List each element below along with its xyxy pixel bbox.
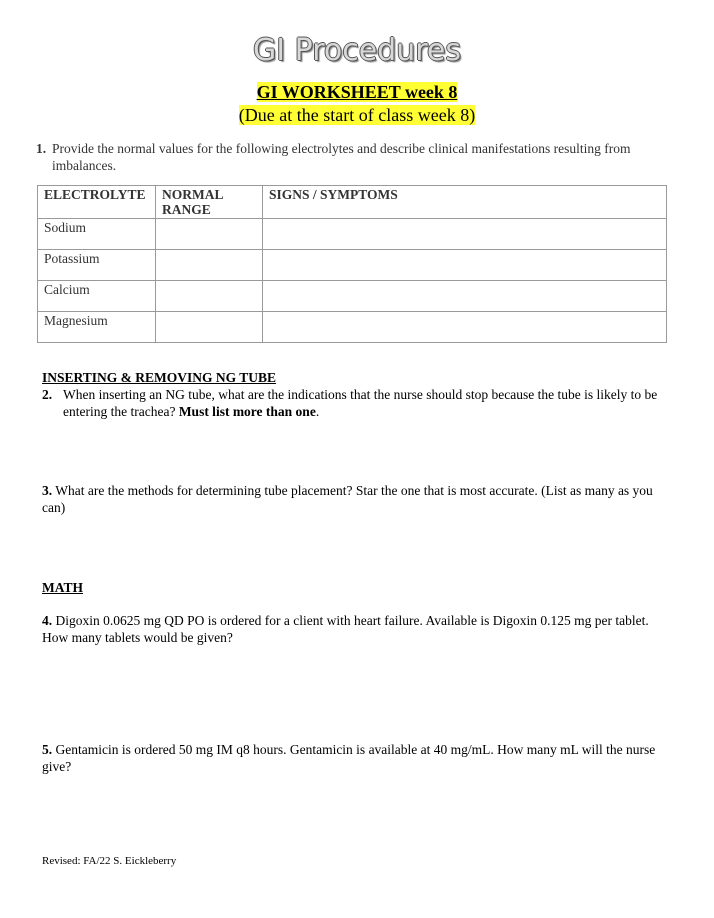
row-label-calcium: Calcium xyxy=(38,281,156,312)
row-label-magnesium: Magnesium xyxy=(38,312,156,343)
signs-symptoms-cell[interactable] xyxy=(263,281,667,312)
section-heading-math: MATH xyxy=(42,580,83,595)
document-title: GI Procedures xyxy=(253,33,461,68)
header-signs-symptoms: SIGNS / SYMPTOMS xyxy=(263,186,667,219)
question-3 xyxy=(42,482,664,516)
signs-symptoms-cell[interactable] xyxy=(263,219,667,250)
revision-footer: Revised: FA/22 S. Eickleberry xyxy=(42,855,177,867)
due-note xyxy=(0,105,714,126)
question-2 xyxy=(42,386,672,420)
normal-range-cell[interactable] xyxy=(156,250,263,281)
question-3-number: 3. xyxy=(42,483,53,498)
normal-range-cell[interactable] xyxy=(156,281,263,312)
row-label-sodium: Sodium xyxy=(38,219,156,250)
normal-range-cell[interactable] xyxy=(156,312,263,343)
signs-symptoms-cell[interactable] xyxy=(263,250,667,281)
question-2-body xyxy=(63,386,672,420)
table-row xyxy=(38,250,667,281)
table-row xyxy=(38,219,667,250)
question-1-text: Provide the normal values for the following electrolytes and describe clinical manifestations resulting from imbalances. xyxy=(52,141,631,173)
section-heading-ng-tube: INSERTING & REMOVING NG TUBE xyxy=(42,370,277,385)
question-3-text: What are the methods for determining tube placement? Star the one that is most accurate. (List as many as you can) xyxy=(42,483,653,515)
worksheet-title xyxy=(0,82,714,103)
due-note-text: (Due at the start of class week 8) xyxy=(238,105,476,125)
question-2-end: . xyxy=(315,404,320,419)
normal-range-cell[interactable] xyxy=(156,219,263,250)
question-5-text: Gentamicin is ordered 50 mg IM q8 hours. Gentamicin is available at 40 mg/mL. How many mL will the nurse give? xyxy=(42,742,656,774)
signs-symptoms-cell[interactable] xyxy=(263,312,667,343)
question-4-number: 4. xyxy=(42,613,53,628)
question-4-text: Digoxin 0.0625 mg QD PO is ordered for a client with heart failure. Available is Digoxin 0.125 mg per tablet. How many tablets would be given? xyxy=(42,613,649,645)
worksheet-title-text: GI WORKSHEET week 8 xyxy=(256,82,458,102)
question-1-number: 1. xyxy=(36,141,47,156)
question-5 xyxy=(42,741,664,775)
question-2-text: When inserting an NG tube, what are the indications that the nurse should stop because the tube is likely to be entering the trachea? xyxy=(63,387,658,419)
table-header-row xyxy=(38,186,667,219)
electrolyte-table xyxy=(37,185,667,343)
header-electrolyte: ELECTROLYTE xyxy=(38,186,156,219)
question-2-emphasis: Must list more than one xyxy=(178,404,316,419)
table-row xyxy=(38,312,667,343)
header-normal-range: NORMAL RANGE xyxy=(156,186,263,219)
question-2-number: 2. xyxy=(42,387,53,402)
question-1 xyxy=(36,140,676,174)
question-5-number: 5. xyxy=(42,742,53,757)
row-label-potassium: Potassium xyxy=(38,250,156,281)
question-4 xyxy=(42,612,664,646)
table-row xyxy=(38,281,667,312)
